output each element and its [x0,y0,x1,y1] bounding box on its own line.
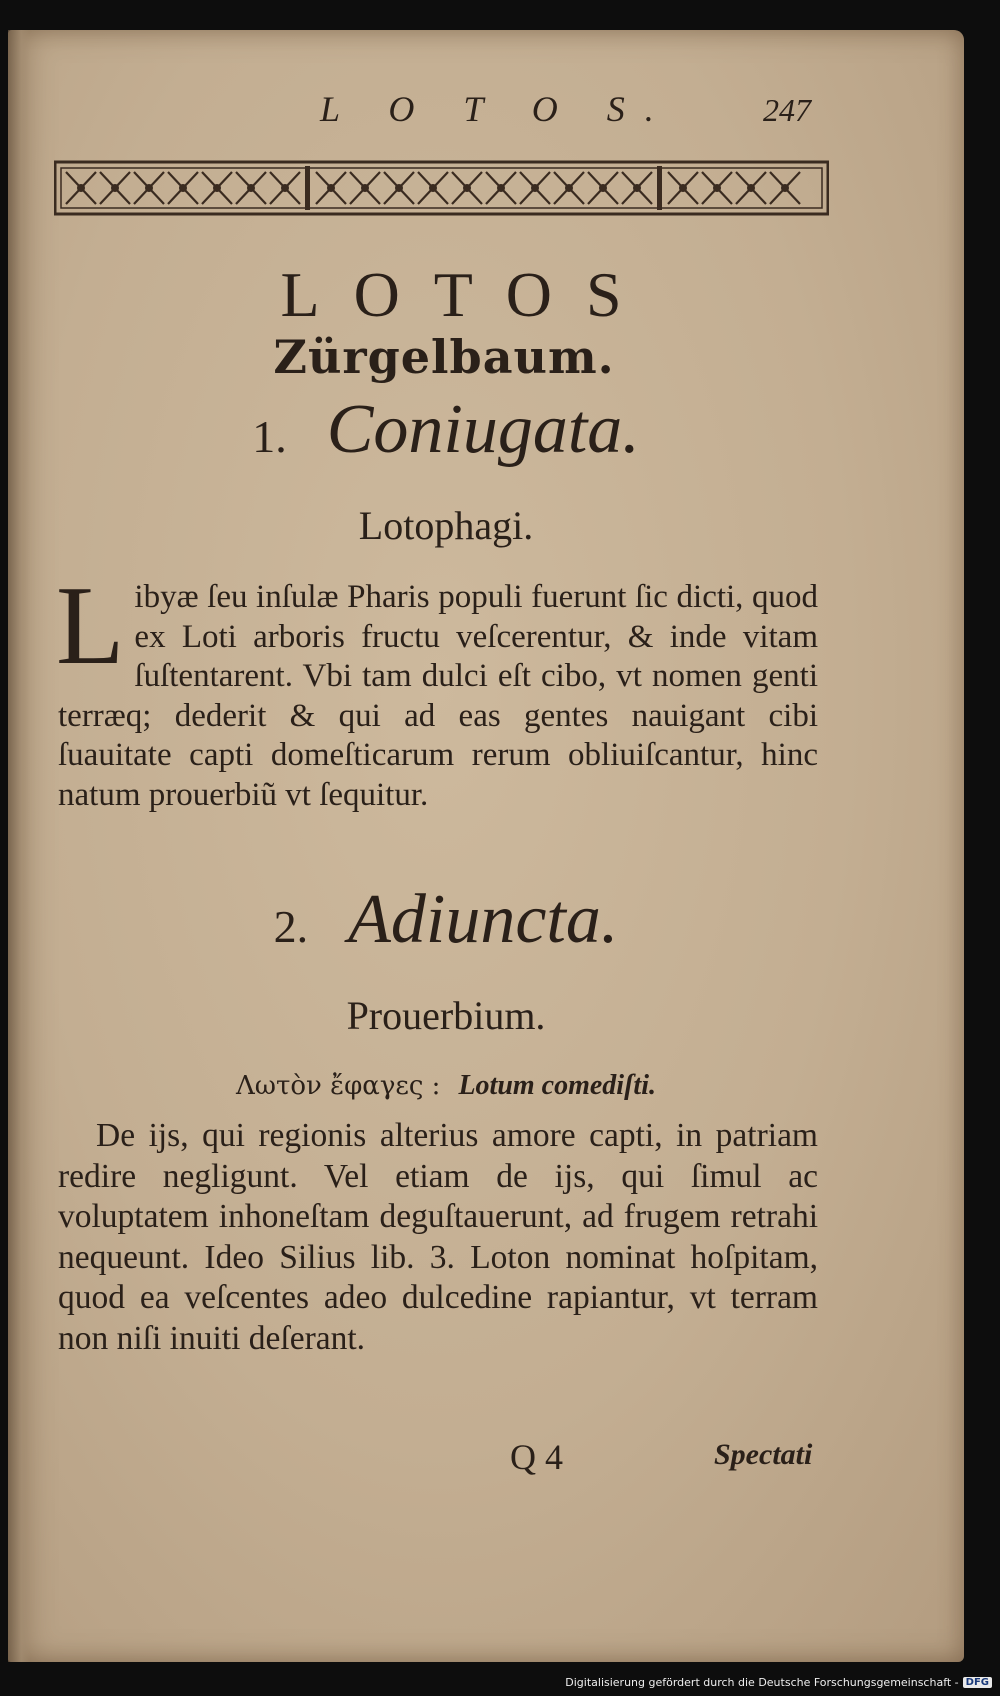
section-title: Coniugata. [326,391,640,468]
drop-cap: L [56,564,125,688]
proverb-line [0,1068,924,1102]
digitization-footer [565,1676,992,1689]
footer-text: Digitalisierung gefördert durch die Deutsche Forschungsgemeinschaft - [565,1676,959,1689]
decorative-ornament-band [54,158,829,218]
paragraph-prouerbium: De ijs, qui regionis alterius amore capti, in patriam redire negligunt. Vel etiam de ijs, qui ſimul ac voluptatem inhoneſtam deguſtauerunt, ad frugem retrahi nequeunt. Ideo Silius lib. 3. Loton nominat hoſpitam, quod ea veſcentes adeo dulcedine rapiantur, vt terram non niſi inuiti deſerant. [58,1117,818,1357]
main-title: LOTOS [280,259,656,330]
proverb-latin: Lotum comediſti. [458,1070,656,1101]
section-title: Adiuncta. [348,881,619,958]
german-title: Zürgelbaum. [273,330,615,384]
paragraph-lotophagi [56,564,818,815]
proverb-greek: Λωτὸν ἔφαγες : [236,1071,441,1101]
book-page [8,30,964,1662]
subheading-lotophagi: Lotophagi. [358,503,534,548]
section-heading-adiuncta [0,880,924,960]
signature-mark: Q 4 [510,1437,563,1477]
page-number: 247 [763,92,811,128]
subheading-prouerbium: Prouerbium. [346,993,546,1038]
section-number: 2. [273,901,309,952]
running-title: L O T O S. [320,89,674,129]
paragraph-text: ibyæ ſeu inſulæ Pharis populi fuerunt ſic dicti, quod ex Loti arboris fructu veſcerentur, & inde vitam ſuſtentarent. Vbi tam dulci eſt cibo, vt nomen genti terræq; dederit & qui ad eas gentes nauigant cibi ſuauitate capti domeſticarum rerum obliuiſcantur, hinc natum prouerbiũ vt ſequitur. [58,579,818,813]
section-number: 1. [252,411,287,462]
dfg-logo: DFG [963,1677,992,1688]
catchword: Spectati [714,1438,813,1471]
section-heading-coniugata [0,390,924,470]
